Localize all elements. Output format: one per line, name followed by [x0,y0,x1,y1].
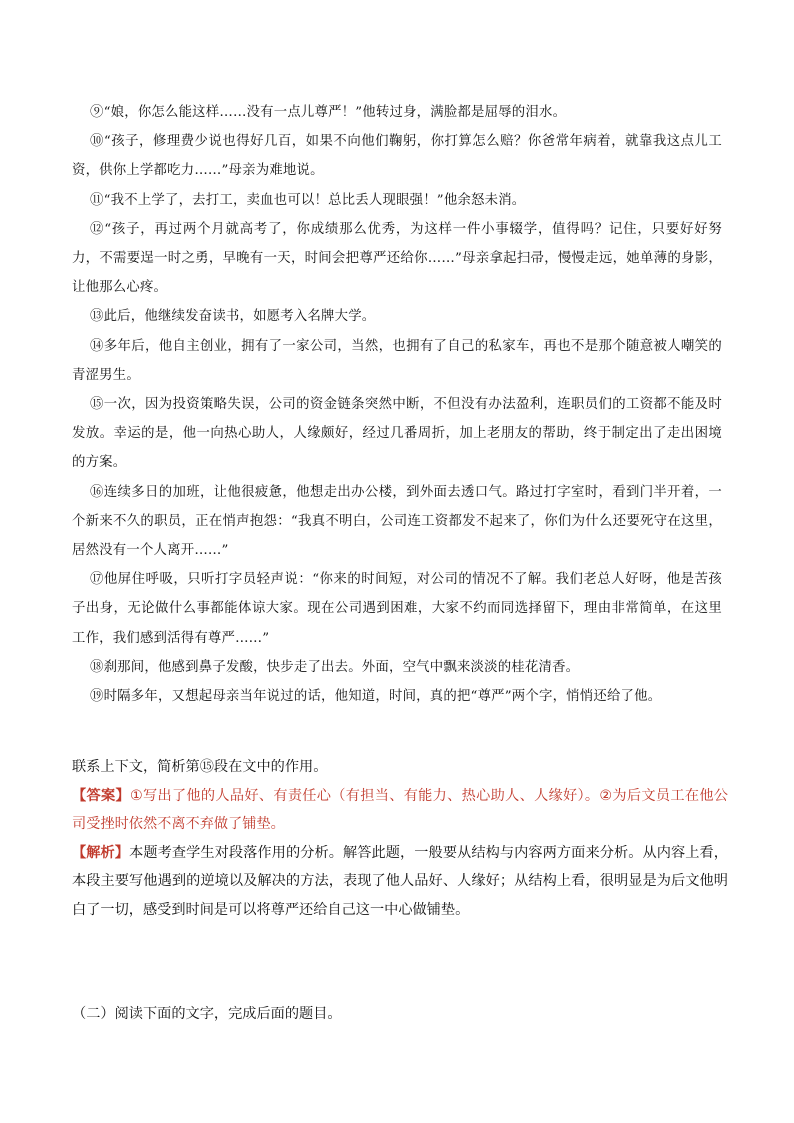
section-two-heading: （二）阅读下面的文字，完成后面的题目。 [72,1006,342,1022]
analysis-block [72,839,728,925]
answer-block [72,782,728,839]
paragraph-14: ⑭多年后，他自主创业，拥有了一家公司，当然，也拥有了自己的私家车，再也不是那个随意被人嘲笑的青涩男生。 [72,338,722,383]
story-passage [72,98,722,711]
paragraph-10: ⑩“孩子，修理费少说也得好几百，如果不向他们鞠躬，你打算怎么赔？你爸常年病着，就靠我这点儿工资，供你上学都吃力……”母亲为难地说。 [72,134,722,179]
question-text: 联系上下文，简析第⑮段在文中的作用。 [72,759,328,775]
paragraph-15: ⑮一次，因为投资策略失误，公司的资金链条突然中断，不但没有办法盈利，连职员们的工资都不能及时发放。幸运的是，他一向热心助人，人缘颇好，经过几番周折，加上老朋友的帮助，终于制定出了走出困境的方案。 [72,397,722,471]
question-answer-block [72,753,728,925]
paragraph-12: ⑫“孩子，再过两个月就高考了，你成绩那么优秀，为这样一件小事辍学，值得吗？记住，只要好好努力，不需要逞一时之勇，早晚有一天，时间会把尊严还给你……”母亲拿起扫帚，慢慢走远，她单薄的身影，让他那么心疼。 [72,221,722,296]
paragraph-17: ⑰他屏住呼吸，只听打字员轻声说：“你来的时间短，对公司的情况不了解。我们老总人好呀，他是苦孩子出身，无论做什么事都能体谅大家。现在公司遇到困难，大家不约而同选择留下，理由非常简单，在这里工作，我们感到活得有尊严……” [72,572,722,646]
paragraph-11: ⑪“我不上学了，去打工，卖血也可以！总比丢人现眼强！”他余怒未消。 [90,192,526,208]
answer-tag: 【答案】 [72,787,130,804]
answer-text: ①写出了他的人品好、有责任心（有担当、有能力、热心助人、人缘好）。②为后文员工在他公司受挫时依然不离不弃做了铺垫。 [72,787,728,833]
paragraph-13: ⑬此后，他继续发奋读书，如愿考入名牌大学。 [90,309,376,325]
paragraph-9: ⑨“娘，你怎么能这样……没有一点儿尊严！”他转过身，满脸都是屈辱的泪水。 [90,105,567,120]
paragraph-16: ⑯连续多日的加班，让他很疲惫，他想走出办公楼，到外面去透口气。路过打字室时，看到门半开着，一个新来不久的职员，正在悄声抱怨：“我真不明白，公司连工资都发不起来了，你们为什么还要死守在这里，居然没有一个人离开……” [72,484,722,559]
paragraph-18: ⑱刹那间，他感到鼻子发酸，快步走了出去。外面，空气中飘来淡淡的桂花清香。 [90,659,580,675]
analysis-text: 本题考查学生对段落作用的分析。解答此题，一般要从结构与内容两方面来分析。从内容上看，本段主要写他遇到的逆境以及解决的方法，表现了他人品好、人缘好；从结构上看，很明显是为后文他明白了一切，感受到时间是可以将尊严还给自己这一中心做铺垫。 [72,844,728,918]
analysis-tag: 【解析】 [72,844,130,861]
paragraph-19: ⑲时隔多年，又想起母亲当年说过的话，他知道，时间，真的把“尊严”两个字，悄悄还给了他。 [90,689,662,705]
